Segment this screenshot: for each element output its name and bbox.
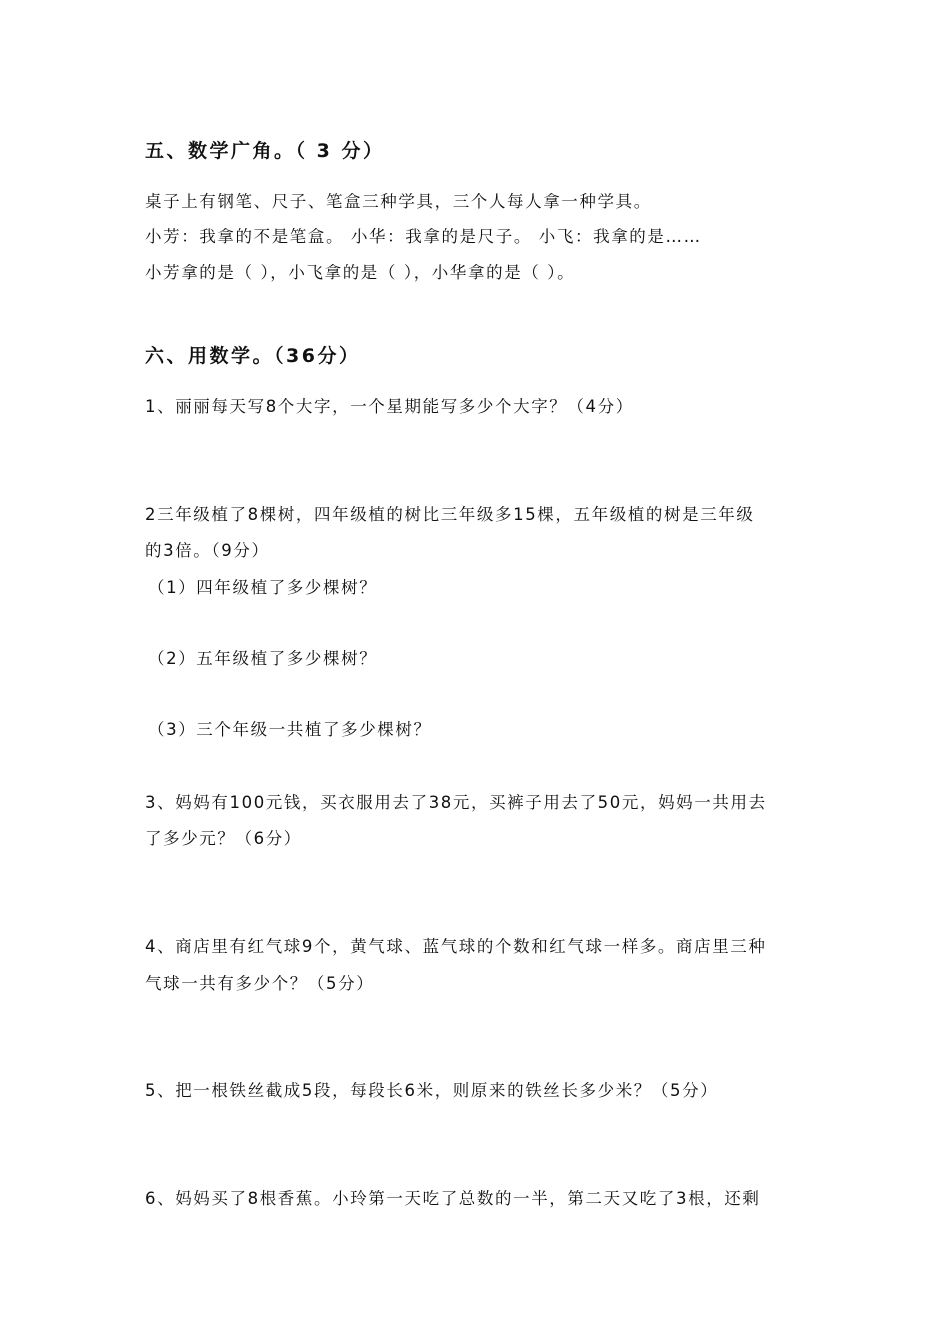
question-2-line-2: 的3倍。（9分） [145,541,270,560]
question-5: 5、把一根铁丝截成5段，每段长6米，则原来的铁丝长多少米？（5分） [145,1081,719,1100]
question-6-line-1: 6、妈妈买了8根香蕉。小玲第一天吃了总数的一半，第二天又吃了3根，还剩 [145,1189,761,1208]
question-2-part-3: （3）三个年级一共植了多少棵树？ [148,720,432,739]
question-2-part-2: （2）五年级植了多少棵树？ [148,649,378,668]
question-2-line-1: 2三年级植了8棵树，四年级植的树比三年级多15棵，五年级植的树是三年级 [145,505,755,524]
question-3-line-2: 了多少元？（6分） [145,829,302,848]
question-4-line-1: 4、商店里有红气球9个，黄气球、蓝气球的个数和红气球一样多。商店里三种 [145,937,767,956]
section-5-line-1: 桌子上有钢笔、尺子、笔盒三种学具，三个人每人拿一种学具。 [145,192,652,211]
question-4-line-2: 气球一共有多少个？（5分） [145,974,375,993]
question-1: 1、丽丽每天写8个大字，一个星期能写多少个大字？（4分） [145,397,634,416]
question-2-part-1: （1）四年级植了多少棵树？ [148,578,378,597]
section-6-heading: 六、用数学。（36分） [145,345,361,367]
section-5-line-3: 小芳拿的是（ ），小飞拿的是（ ），小华拿的是（ ）。 [145,263,576,282]
question-3-line-1: 3、妈妈有100元钱，买衣服用去了38元，买裤子用去了50元，妈妈一共用去 [145,793,767,812]
section-5-line-2: 小芳：我拿的不是笔盒。 小华：我拿的是尺子。 小飞：我拿的是…… [145,227,702,246]
section-5-heading: 五、数学广角。（ 3 分） [145,140,385,162]
